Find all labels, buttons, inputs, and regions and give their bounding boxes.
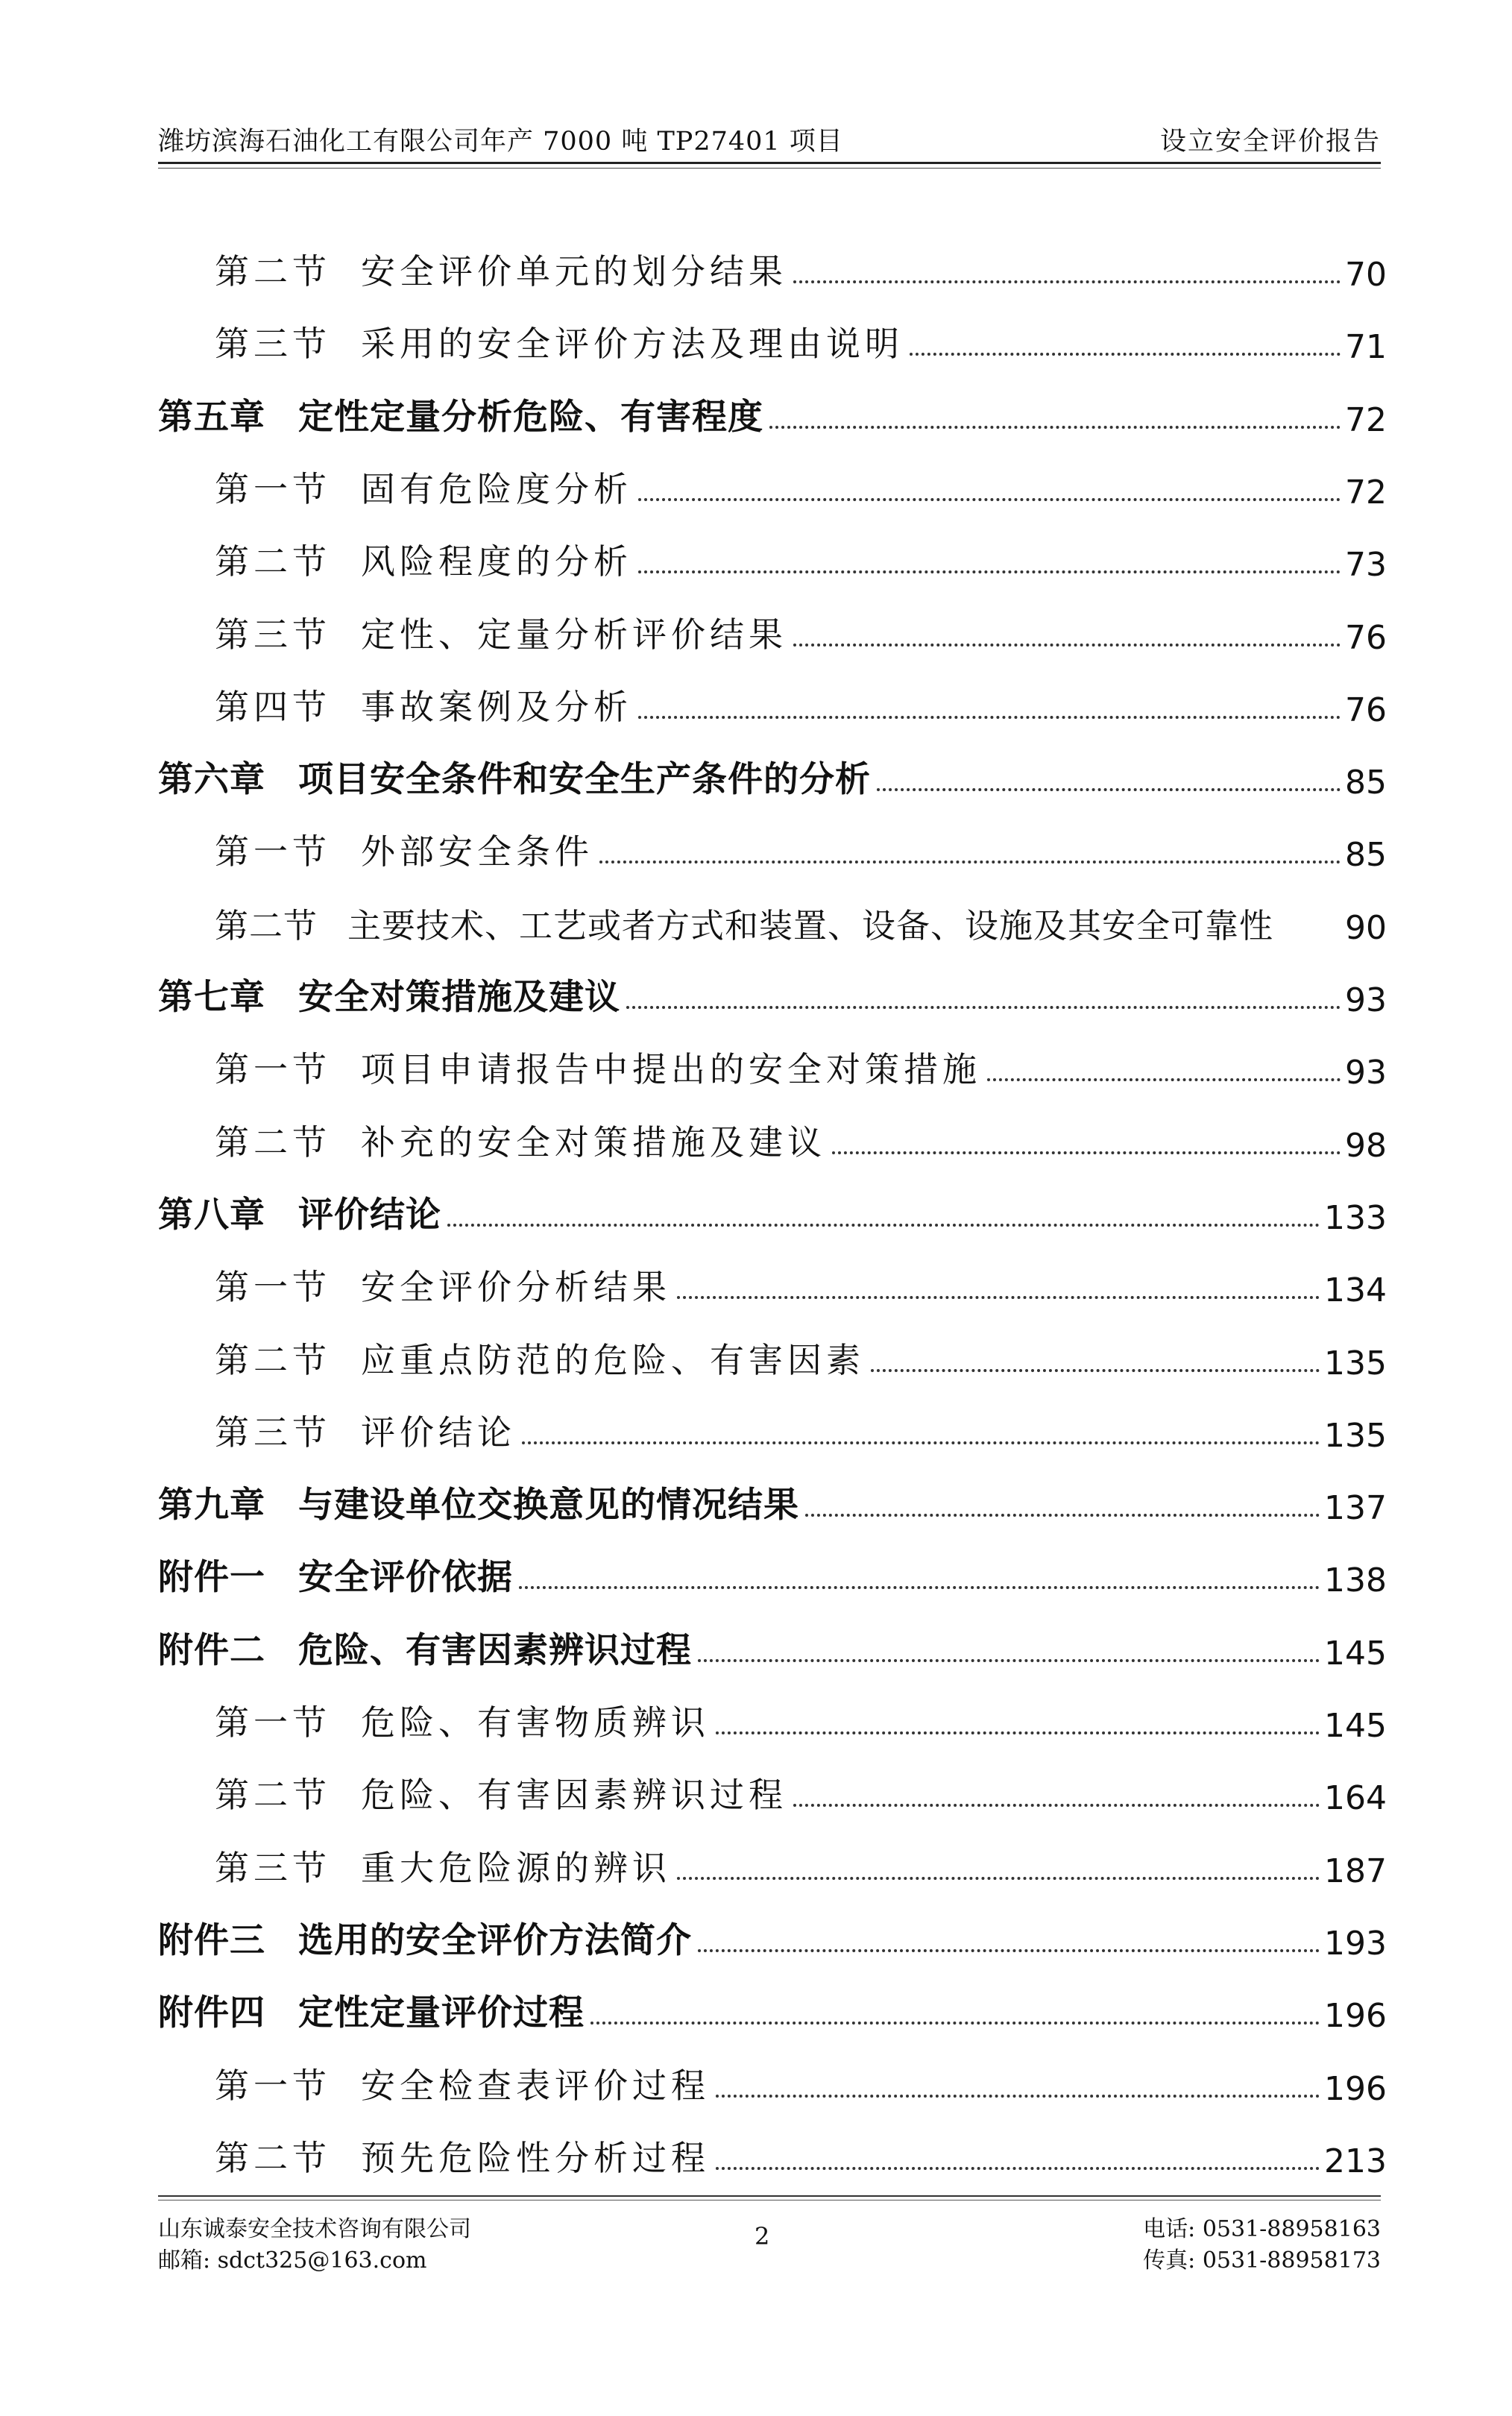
toc-chapter-row[interactable] bbox=[158, 1625, 1387, 1673]
toc-entry-title: 选用的安全评价方法简介 bbox=[298, 1920, 692, 1961]
toc-entry-number: 第一节 bbox=[215, 469, 331, 509]
toc-dot-leader bbox=[519, 1586, 1320, 1589]
toc-entry-label bbox=[215, 899, 1273, 947]
toc-entry-label bbox=[158, 969, 620, 1019]
toc-section-row[interactable] bbox=[215, 1044, 1387, 1092]
toc-dot-leader bbox=[832, 1151, 1341, 1154]
footer-fax: 传真: 0531-88958173 bbox=[1143, 2247, 1381, 2274]
toc-entry-title: 应重点防范的危险、有害因素 bbox=[361, 1340, 865, 1380]
toc-section-row[interactable] bbox=[215, 2060, 1387, 2108]
toc-section-row[interactable] bbox=[215, 1407, 1387, 1455]
toc-entry-label bbox=[215, 1841, 671, 1890]
toc-page-number: 133 bbox=[1324, 1199, 1387, 1237]
toc-dot-leader bbox=[716, 2095, 1320, 2098]
toc-page-number: 145 bbox=[1324, 1707, 1387, 1745]
toc-entry-number: 附件一 bbox=[158, 1557, 265, 1598]
toc-entry-number: 第二节 bbox=[215, 2138, 331, 2178]
toc-entry-title: 安全评价单元的划分结果 bbox=[361, 251, 787, 292]
toc-section-row[interactable] bbox=[215, 899, 1387, 947]
toc-entry-number: 第五章 bbox=[158, 397, 265, 438]
toc-entry-title: 危险、有害因素辨识过程 bbox=[361, 1775, 787, 1815]
toc-entry-label bbox=[215, 2131, 710, 2180]
toc-section-row[interactable] bbox=[215, 246, 1387, 294]
toc-entry-label bbox=[158, 389, 763, 439]
toc-entry-label bbox=[215, 535, 632, 584]
toc-entry-label bbox=[215, 245, 787, 294]
toc-entry-title: 定性定量分析危险、有害程度 bbox=[298, 397, 763, 438]
toc-section-row[interactable] bbox=[215, 464, 1387, 512]
toc-dot-leader bbox=[716, 1731, 1320, 1734]
toc-chapter-row[interactable] bbox=[158, 972, 1387, 1019]
toc-entry-label bbox=[215, 1406, 516, 1455]
toc-section-row[interactable] bbox=[215, 1335, 1387, 1382]
toc-dot-leader bbox=[987, 1078, 1341, 1081]
toc-entry-title: 安全评价依据 bbox=[298, 1557, 513, 1598]
toc-entry-title: 安全评价分析结果 bbox=[361, 1267, 671, 1307]
toc-page-number: 76 bbox=[1345, 619, 1387, 657]
toc-dot-leader bbox=[626, 1006, 1341, 1009]
footer-company: 山东诚泰安全技术咨询有限公司 bbox=[158, 2216, 471, 2242]
toc-dot-leader bbox=[677, 1296, 1320, 1299]
toc-entry-label bbox=[158, 1913, 692, 1963]
toc-section-row[interactable] bbox=[215, 826, 1387, 874]
toc-entry-number: 第一节 bbox=[215, 1702, 331, 1743]
toc-entry-title: 安全检查表评价过程 bbox=[361, 2066, 710, 2106]
toc-dot-leader bbox=[698, 1659, 1320, 1662]
toc-entry-label bbox=[215, 317, 904, 366]
toc-chapter-row[interactable] bbox=[158, 1987, 1387, 2035]
page-footer bbox=[158, 2195, 1381, 2285]
toc-entry-number: 第六章 bbox=[158, 759, 265, 800]
toc-entry-number: 第八章 bbox=[158, 1195, 265, 1236]
toc-chapter-row[interactable] bbox=[158, 1479, 1387, 1527]
toc-entry-title: 补充的安全对策措施及建议 bbox=[361, 1122, 826, 1163]
toc-entry-number: 第三节 bbox=[215, 1848, 331, 1888]
toc-dot-leader bbox=[638, 498, 1341, 501]
toc-entry-title: 项目申请报告中提出的安全对策措施 bbox=[361, 1049, 981, 1089]
toc-entry-title: 重大危险源的辨识 bbox=[361, 1848, 671, 1888]
toc-entry-number: 附件四 bbox=[158, 1992, 265, 2033]
toc-chapter-row[interactable] bbox=[158, 754, 1387, 802]
toc-entry-title: 评价结论 bbox=[361, 1412, 516, 1453]
toc-entry-label bbox=[215, 1116, 826, 1165]
toc-dot-leader bbox=[698, 1949, 1320, 1952]
toc-page-number: 70 bbox=[1345, 256, 1387, 294]
toc-entry-title: 固有危险度分析 bbox=[361, 469, 632, 509]
toc-section-row[interactable] bbox=[215, 682, 1387, 729]
footer-telephone: 电话: 0531-88958163 bbox=[1143, 2216, 1381, 2242]
toc-page-number: 137 bbox=[1324, 1489, 1387, 1527]
toc-dot-leader bbox=[447, 1224, 1320, 1227]
toc-entry-title: 与建设单位交换意见的情况结果 bbox=[298, 1485, 799, 1526]
toc-page-number: 85 bbox=[1345, 764, 1387, 802]
toc-dot-leader bbox=[910, 353, 1341, 356]
toc-entry-number: 第三节 bbox=[215, 614, 331, 655]
toc-entry-title: 评价结论 bbox=[298, 1195, 441, 1236]
toc-entry-label bbox=[215, 462, 632, 512]
toc-chapter-row[interactable] bbox=[158, 1189, 1387, 1237]
toc-entry-label bbox=[215, 608, 787, 657]
toc-entry-label bbox=[215, 1333, 865, 1382]
toc-chapter-row[interactable] bbox=[158, 391, 1387, 439]
toc-entry-number: 第三节 bbox=[215, 1412, 331, 1453]
toc-entry-title: 预先危险性分析过程 bbox=[361, 2138, 710, 2178]
toc-section-row[interactable] bbox=[215, 2133, 1387, 2180]
toc-section-row[interactable] bbox=[215, 536, 1387, 584]
toc-dot-leader bbox=[590, 2022, 1320, 2025]
toc-section-row[interactable] bbox=[215, 1769, 1387, 1817]
toc-dot-leader bbox=[599, 861, 1341, 863]
toc-page-number: 93 bbox=[1345, 981, 1387, 1019]
toc-entry-number: 第二节 bbox=[215, 1775, 331, 1815]
toc-chapter-row[interactable] bbox=[158, 1915, 1387, 1963]
toc-entry-label bbox=[215, 825, 593, 874]
toc-page-number: 164 bbox=[1324, 1779, 1387, 1817]
toc-entry-title: 外部安全条件 bbox=[361, 831, 593, 872]
toc-page-number: 72 bbox=[1345, 474, 1387, 512]
toc-dot-leader bbox=[638, 716, 1341, 719]
toc-dot-leader bbox=[677, 1877, 1320, 1880]
toc-entry-number: 第四节 bbox=[215, 687, 331, 727]
toc-dot-leader bbox=[522, 1441, 1320, 1444]
toc-section-row[interactable] bbox=[215, 1843, 1387, 1890]
toc-entry-number: 第七章 bbox=[158, 977, 265, 1018]
toc-entry-label bbox=[215, 1260, 671, 1309]
toc-dot-leader bbox=[793, 644, 1341, 647]
toc-page-number: 196 bbox=[1324, 2070, 1387, 2108]
toc-section-row[interactable] bbox=[215, 609, 1387, 657]
toc-section-row[interactable] bbox=[215, 1262, 1387, 1309]
toc-chapter-row[interactable] bbox=[158, 1552, 1387, 1599]
toc-page-number: 145 bbox=[1324, 1635, 1387, 1673]
toc-section-row[interactable] bbox=[215, 318, 1387, 366]
toc-entry-title: 危险、有害因素辨识过程 bbox=[298, 1630, 692, 1671]
header-project-title: 潍坊滨海石油化工有限公司年产 7000 吨 TP27401 项目 bbox=[158, 127, 843, 157]
toc-entry-label bbox=[158, 1623, 692, 1673]
toc-entry-number: 第一节 bbox=[215, 1267, 331, 1307]
toc-entry-number: 第一节 bbox=[215, 831, 331, 872]
toc-entry-number: 第一节 bbox=[215, 2066, 331, 2106]
toc-section-row[interactable] bbox=[215, 1697, 1387, 1745]
toc-dot-leader bbox=[769, 426, 1341, 429]
toc-dot-leader bbox=[793, 280, 1341, 283]
toc-entry-label bbox=[158, 1477, 799, 1527]
toc-entry-number: 第一节 bbox=[215, 1049, 331, 1089]
toc-entry-number: 第九章 bbox=[158, 1485, 265, 1526]
toc-entry-number: 附件三 bbox=[158, 1920, 265, 1961]
toc-entry-title: 定性、定量分析评价结果 bbox=[361, 614, 787, 655]
toc-entry-number: 第二节 bbox=[215, 1122, 331, 1163]
toc-page-number: 213 bbox=[1324, 2142, 1387, 2180]
toc-entry-number: 第三节 bbox=[215, 324, 331, 364]
toc-page-number: 71 bbox=[1345, 328, 1387, 366]
toc-page-number: 85 bbox=[1345, 836, 1387, 874]
toc-dot-leader bbox=[805, 1514, 1320, 1517]
toc-page-number: 73 bbox=[1345, 546, 1387, 584]
toc-page-number: 196 bbox=[1324, 1997, 1387, 2035]
toc-dot-leader bbox=[877, 788, 1341, 791]
toc-page-number: 98 bbox=[1345, 1127, 1387, 1165]
toc-entry-label bbox=[215, 1696, 710, 1745]
toc-entry-number: 第二节 bbox=[215, 251, 331, 292]
footer-divider bbox=[158, 2195, 1381, 2197]
toc-page-number: 187 bbox=[1324, 1852, 1387, 1890]
toc-page-number: 135 bbox=[1324, 1344, 1387, 1382]
toc-entry-label bbox=[215, 1042, 981, 1092]
toc-page-number: 76 bbox=[1345, 691, 1387, 729]
toc-entry-title: 事故案例及分析 bbox=[361, 687, 632, 727]
toc-dot-leader bbox=[638, 570, 1341, 573]
toc-dot-leader bbox=[871, 1369, 1320, 1372]
toc-page-number: 135 bbox=[1324, 1417, 1387, 1455]
toc-entry-label bbox=[158, 1550, 513, 1599]
toc-entry-label bbox=[215, 2059, 710, 2108]
toc-entry-label bbox=[158, 1187, 441, 1237]
toc-dot-leader bbox=[716, 2167, 1320, 2170]
toc-entry-title: 危险、有害物质辨识 bbox=[361, 1702, 710, 1743]
toc-entry-number: 第二节 bbox=[215, 541, 331, 582]
toc-entry-label bbox=[158, 752, 871, 802]
toc-entry-label bbox=[158, 1985, 585, 2035]
page-number: 2 bbox=[755, 2222, 770, 2250]
toc-page-number: 138 bbox=[1324, 1561, 1387, 1599]
toc-page-number: 90 bbox=[1345, 909, 1387, 947]
toc-entry-title: 定性定量评价过程 bbox=[298, 1992, 585, 2033]
toc-page-number: 134 bbox=[1324, 1271, 1387, 1309]
toc-entry-title: 风险程度的分析 bbox=[361, 541, 632, 582]
toc-entry-title: 安全对策措施及建议 bbox=[298, 977, 620, 1018]
toc-entry-label bbox=[215, 1768, 787, 1817]
footer-email: 邮箱: sdct325@163.com bbox=[158, 2247, 427, 2274]
toc-page-number: 193 bbox=[1324, 1925, 1387, 1963]
toc-entry-number: 第二节 bbox=[215, 1340, 331, 1380]
toc-dot-leader bbox=[793, 1804, 1320, 1807]
toc-section-row[interactable] bbox=[215, 1117, 1387, 1165]
toc-entry-title: 主要技术、工艺或者方式和装置、设备、设施及其安全可靠性 bbox=[347, 906, 1274, 946]
toc-entry-label bbox=[215, 680, 632, 729]
toc-entry-number: 附件二 bbox=[158, 1630, 265, 1671]
toc-entry-title: 项目安全条件和安全生产条件的分析 bbox=[298, 759, 871, 800]
toc-entry-title: 采用的安全评价方法及理由说明 bbox=[361, 324, 904, 364]
header-report-type: 设立安全评价报告 bbox=[1159, 127, 1381, 157]
toc-page-number: 93 bbox=[1345, 1054, 1387, 1092]
toc-entry-number: 第二节 bbox=[215, 906, 318, 946]
toc-page-number: 72 bbox=[1345, 401, 1387, 439]
